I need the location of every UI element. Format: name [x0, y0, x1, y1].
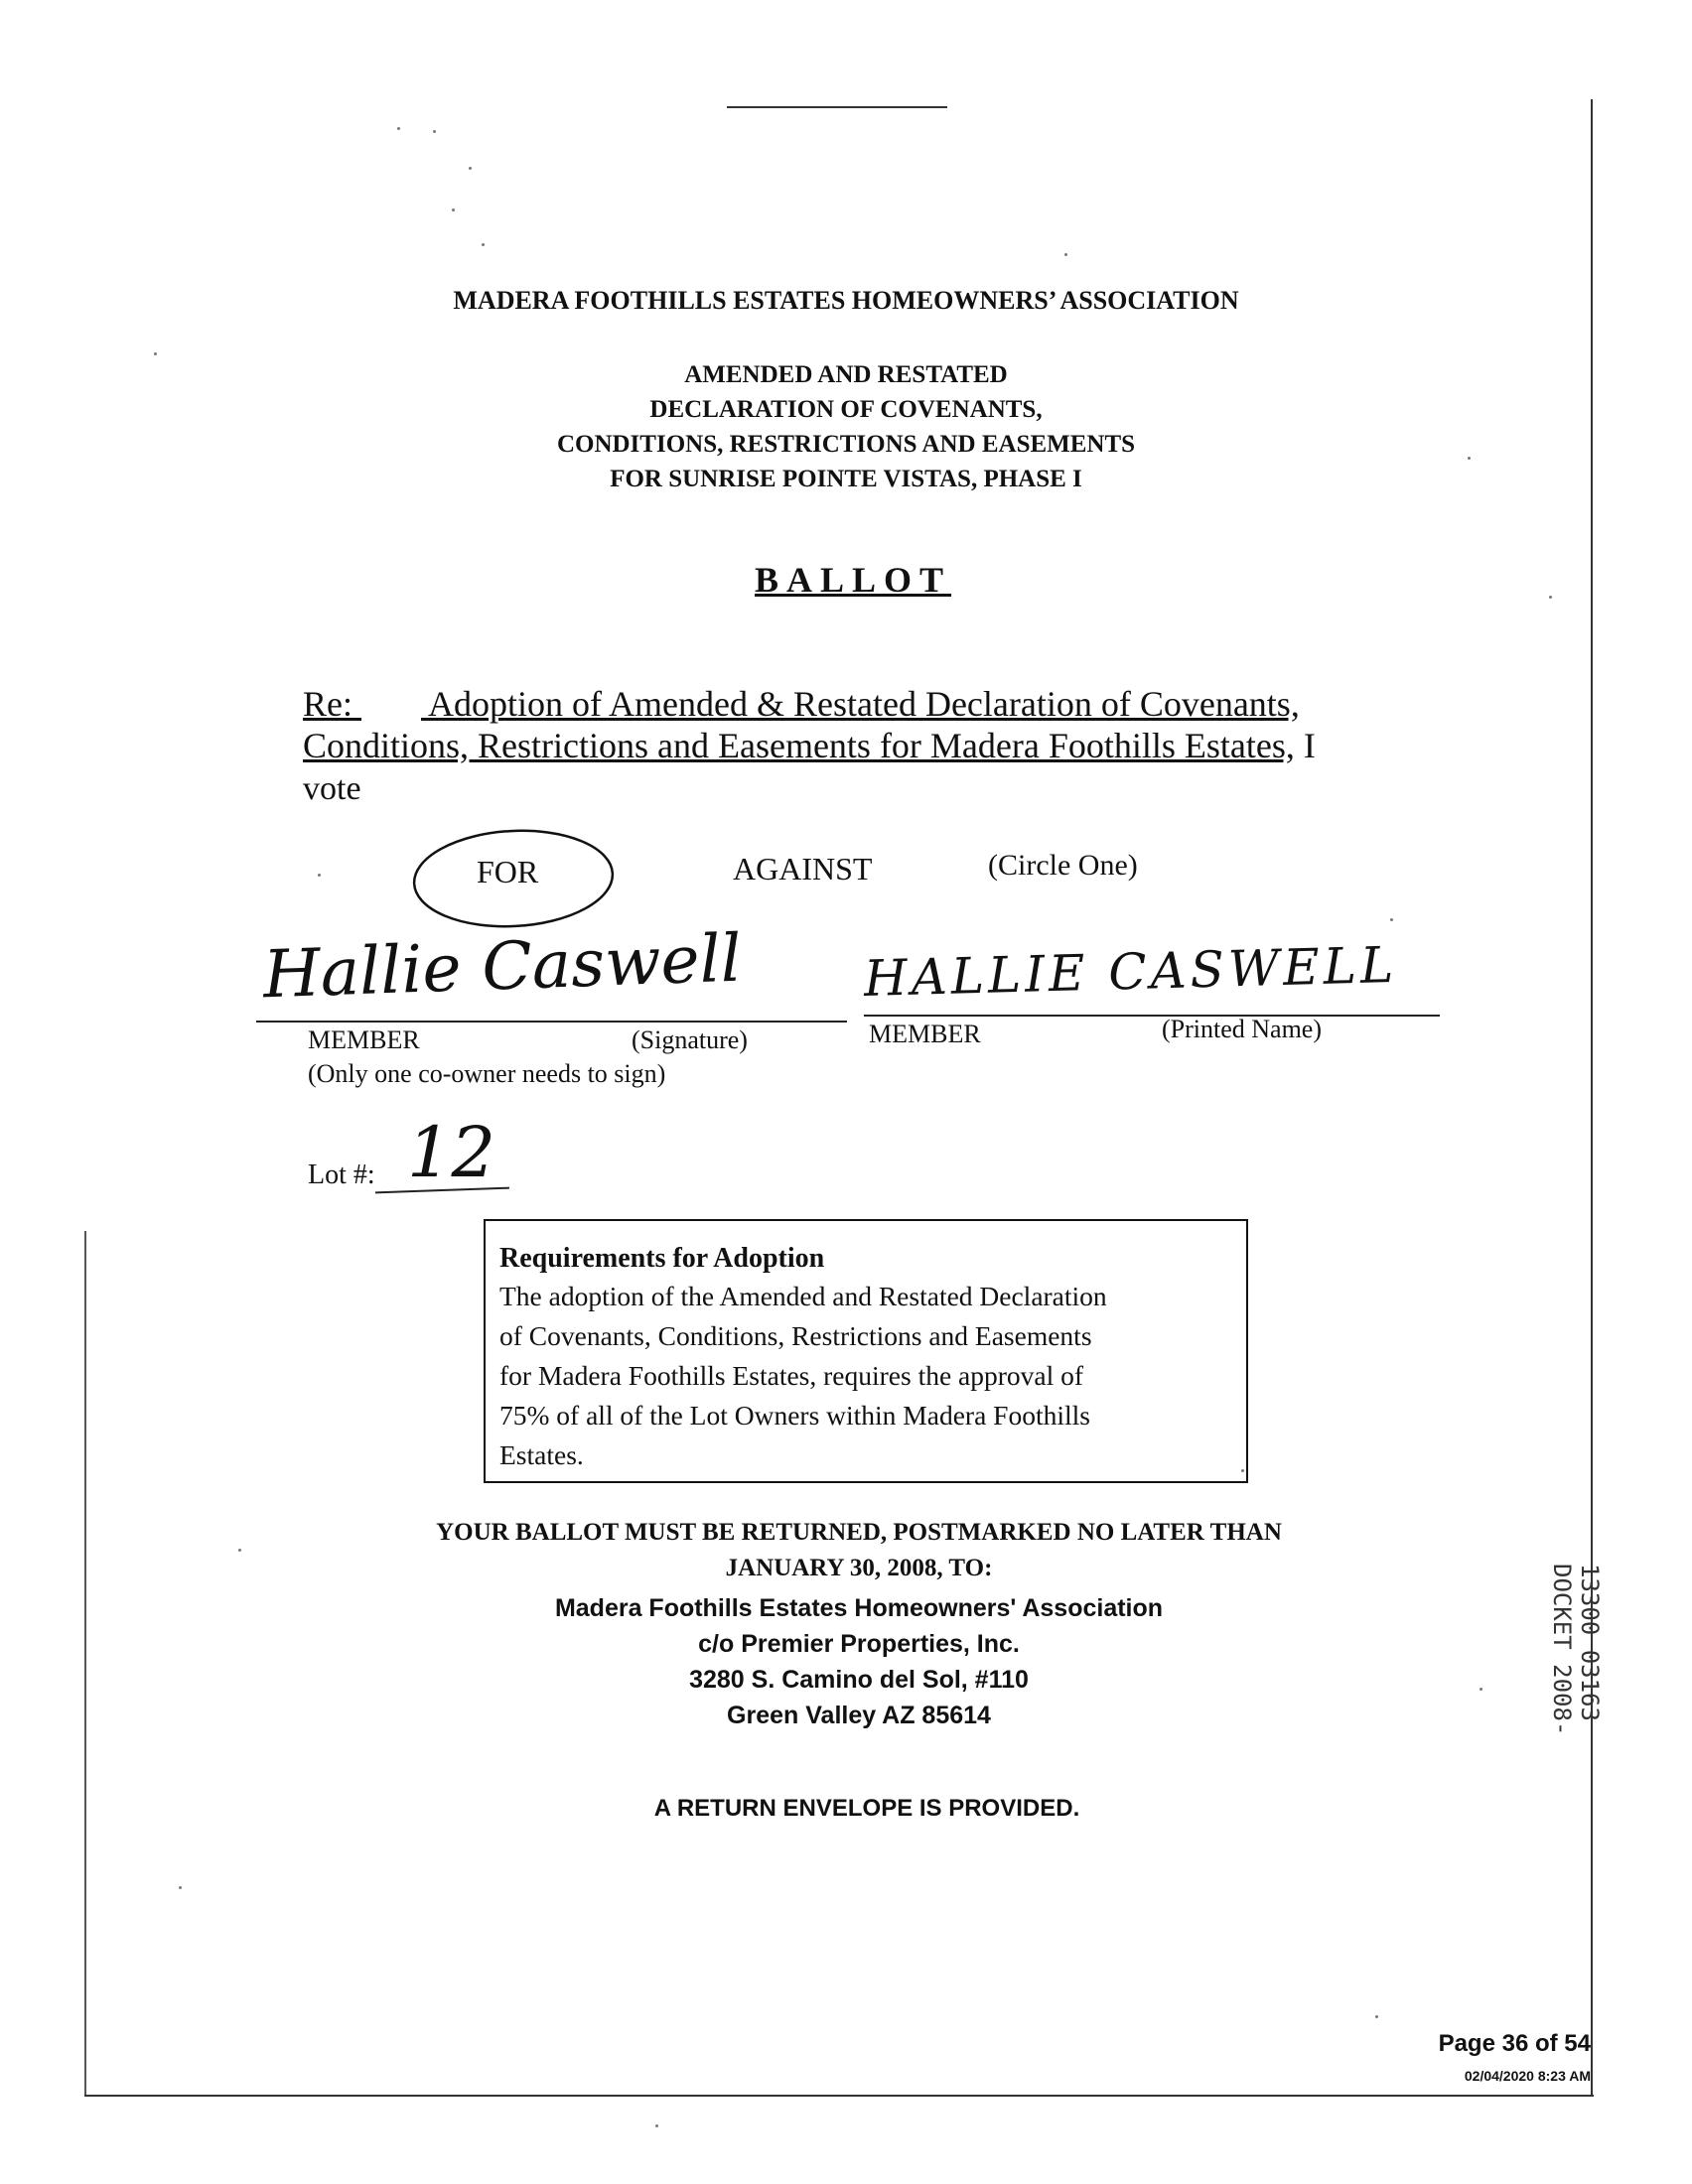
- address-line: Madera Foothills Estates Homeowners' Association: [554, 1594, 1164, 1622]
- printed-name-line: [864, 1015, 1440, 1017]
- vote-instruction: (Circle One): [988, 849, 1138, 882]
- requirements-line: 75% of all of the Lot Owners within Madera Foothills: [499, 1400, 1090, 1431]
- requirements-line: Estates.: [499, 1439, 584, 1470]
- re-line-2: [303, 725, 1316, 766]
- title-line: AMENDED AND RESTATED: [684, 361, 1008, 388]
- docket-stamp-line: DOCKET 2008-: [1548, 1564, 1576, 1736]
- envelope-note: A RETURN ENVELOPE IS PROVIDED.: [653, 1795, 1080, 1822]
- title-line: FOR SUNRISE POINTE VISTAS, PHASE I: [610, 466, 1082, 492]
- signature-label: (Signature): [632, 1025, 748, 1054]
- association-name: MADERA FOOTHILLS ESTATES HOMEOWNERS’ ASSOCIATION: [453, 286, 1239, 315]
- return-address: [0, 1590, 1692, 1733]
- requirements-line: for Madera Foothills Estates, requires the approval of: [499, 1360, 1084, 1391]
- printed-member-label: MEMBER: [869, 1020, 981, 1048]
- top-rule: [727, 106, 947, 108]
- requirements-line: The adoption of the Amended and Restated Declaration: [499, 1281, 1107, 1311]
- re-label: Re:: [303, 684, 352, 724]
- address-line: c/o Premier Properties, Inc.: [698, 1630, 1020, 1658]
- lot-label: Lot #:: [308, 1160, 375, 1190]
- signature-line: [256, 1021, 847, 1023]
- return-date: JANUARY 30, 2008, TO:: [725, 1555, 993, 1581]
- requirements-box: [484, 1219, 1248, 1483]
- re-subject-line-2: Conditions, Restrictions and Easements for Madera Foothills Estates,: [303, 726, 1295, 765]
- member-label: MEMBER: [308, 1025, 420, 1054]
- vote-option-against[interactable]: AGAINST: [733, 851, 873, 887]
- requirements-text: [499, 1277, 1232, 1475]
- re-subject-line-1: Adoption of Amended & Restated Declaration of Covenants,: [428, 684, 1300, 724]
- vote-option-for[interactable]: FOR: [477, 854, 539, 889]
- requirements-line: of Covenants, Conditions, Restrictions and Easements: [499, 1320, 1092, 1351]
- title-line: DECLARATION OF COVENANTS,: [649, 396, 1043, 423]
- address-line: Green Valley AZ 85614: [727, 1702, 991, 1729]
- co-owner-note: (Only one co-owner needs to sign): [308, 1059, 666, 1088]
- bottom-edge-line: [84, 2095, 1594, 2097]
- title-line: CONDITIONS, RESTRICTIONS AND EASEMENTS: [556, 431, 1136, 458]
- printed-name-label: (Printed Name): [1162, 1015, 1323, 1043]
- printed-name-handwritten: HALLIE CASWELL: [863, 935, 1398, 1009]
- address-line: 3280 S. Camino del Sol, #110: [689, 1666, 1029, 1694]
- return-deadline: YOUR BALLOT MUST BE RETURNED, POSTMARKED NO LATER THAN: [436, 1519, 1282, 1546]
- docket-stamp: [1544, 1564, 1604, 1861]
- re-vote-word: vote: [303, 770, 361, 807]
- lot-number-handwritten: 12: [407, 1112, 496, 1193]
- print-timestamp: 02/04/2020 8:23 AM: [1464, 2068, 1591, 2084]
- page-number: Page 36 of 54: [1438, 2030, 1591, 2057]
- ballot-title: BALLOT: [755, 560, 952, 600]
- re-line-1: [303, 683, 1300, 725]
- re-subject-tail: I: [1303, 726, 1316, 765]
- declaration-title: [0, 357, 1692, 496]
- requirements-title: Requirements for Adoption: [499, 1243, 825, 1274]
- handwritten-signature: Hallie Caswell: [261, 919, 743, 1014]
- docket-stamp-line: 13300 03163: [1576, 1564, 1604, 1721]
